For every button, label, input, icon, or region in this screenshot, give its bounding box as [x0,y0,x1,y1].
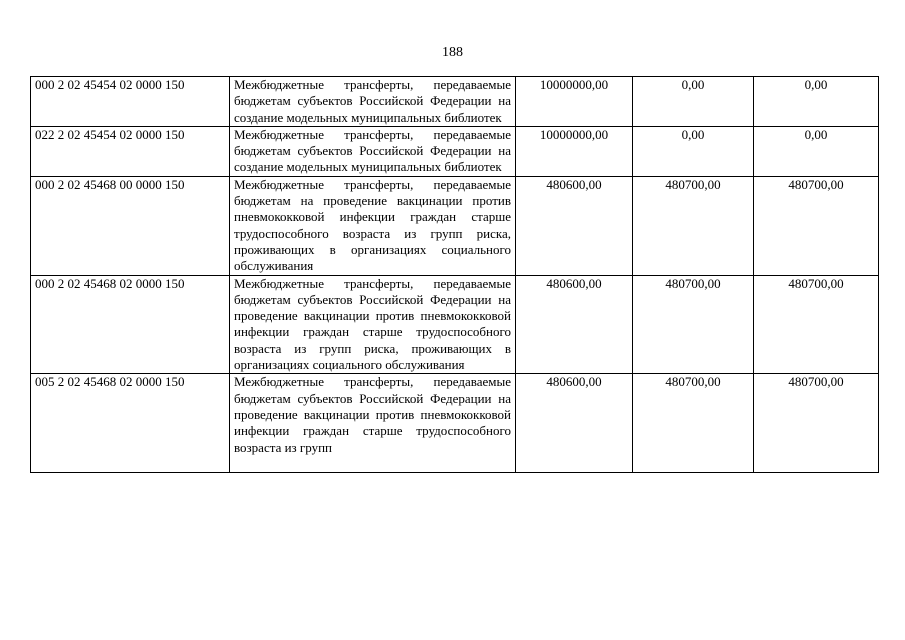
budget-table [30,76,879,473]
budget-code-cell: 000 2 02 45468 00 0000 150 [31,176,230,275]
amount-cell-1: 480600,00 [516,275,633,374]
amount-cell-1: 10000000,00 [516,77,633,127]
budget-code-cell: 000 2 02 45454 02 0000 150 [31,77,230,127]
page-number: 188 [442,45,463,60]
amount-cell-1: 10000000,00 [516,126,633,176]
description-cell: Межбюджетные трансферты, передаваемые бюджетам субъектов Российской Федерации на проведение вакцинации против пневмококковой инфекции граждан старше трудоспособного возраста из групп риска, проживающих в организациях социального обслуживания [230,275,516,374]
amount-cell-1: 480600,00 [516,374,633,473]
table-row [31,374,879,473]
description-cell [230,374,516,473]
description-cell: Межбюджетные трансферты, передаваемые бюджетам субъектов Российской Федерации на создание модельных муниципальных библиотек [230,126,516,176]
budget-code-cell: 022 2 02 45454 02 0000 150 [31,126,230,176]
amount-cell-2: 0,00 [633,126,754,176]
amount-cell-3: 0,00 [754,77,879,127]
amount-cell-3: 480700,00 [754,374,879,473]
amount-cell-3: 480700,00 [754,176,879,275]
amount-cell-3: 480700,00 [754,275,879,374]
budget-code-cell: 005 2 02 45468 02 0000 150 [31,374,230,473]
amount-cell-2: 480700,00 [633,374,754,473]
amount-cell-3: 0,00 [754,126,879,176]
amount-cell-2: 480700,00 [633,275,754,374]
table-row [31,275,879,374]
table-row [31,77,879,127]
table-row [31,176,879,275]
amount-cell-1: 480600,00 [516,176,633,275]
description-text: Межбюджетные трансферты, передаваемые бюджетам субъектов Российской Федерации на проведение вакцинации против пневмококковой инфекции граждан старше трудоспособного возраста из групп [234,374,511,455]
description-cell: Межбюджетные трансферты, передаваемые бюджетам субъектов Российской Федерации на создание модельных муниципальных библиотек [230,77,516,127]
table-row [31,126,879,176]
budget-code-cell: 000 2 02 45468 02 0000 150 [31,275,230,374]
description-cell: Межбюджетные трансферты, передаваемые бюджетам на проведение вакцинации против пневмококковой инфекции граждан старше трудоспособного возраста из групп риска, проживающих в организациях социального обслуживания [230,176,516,275]
amount-cell-2: 0,00 [633,77,754,127]
amount-cell-2: 480700,00 [633,176,754,275]
